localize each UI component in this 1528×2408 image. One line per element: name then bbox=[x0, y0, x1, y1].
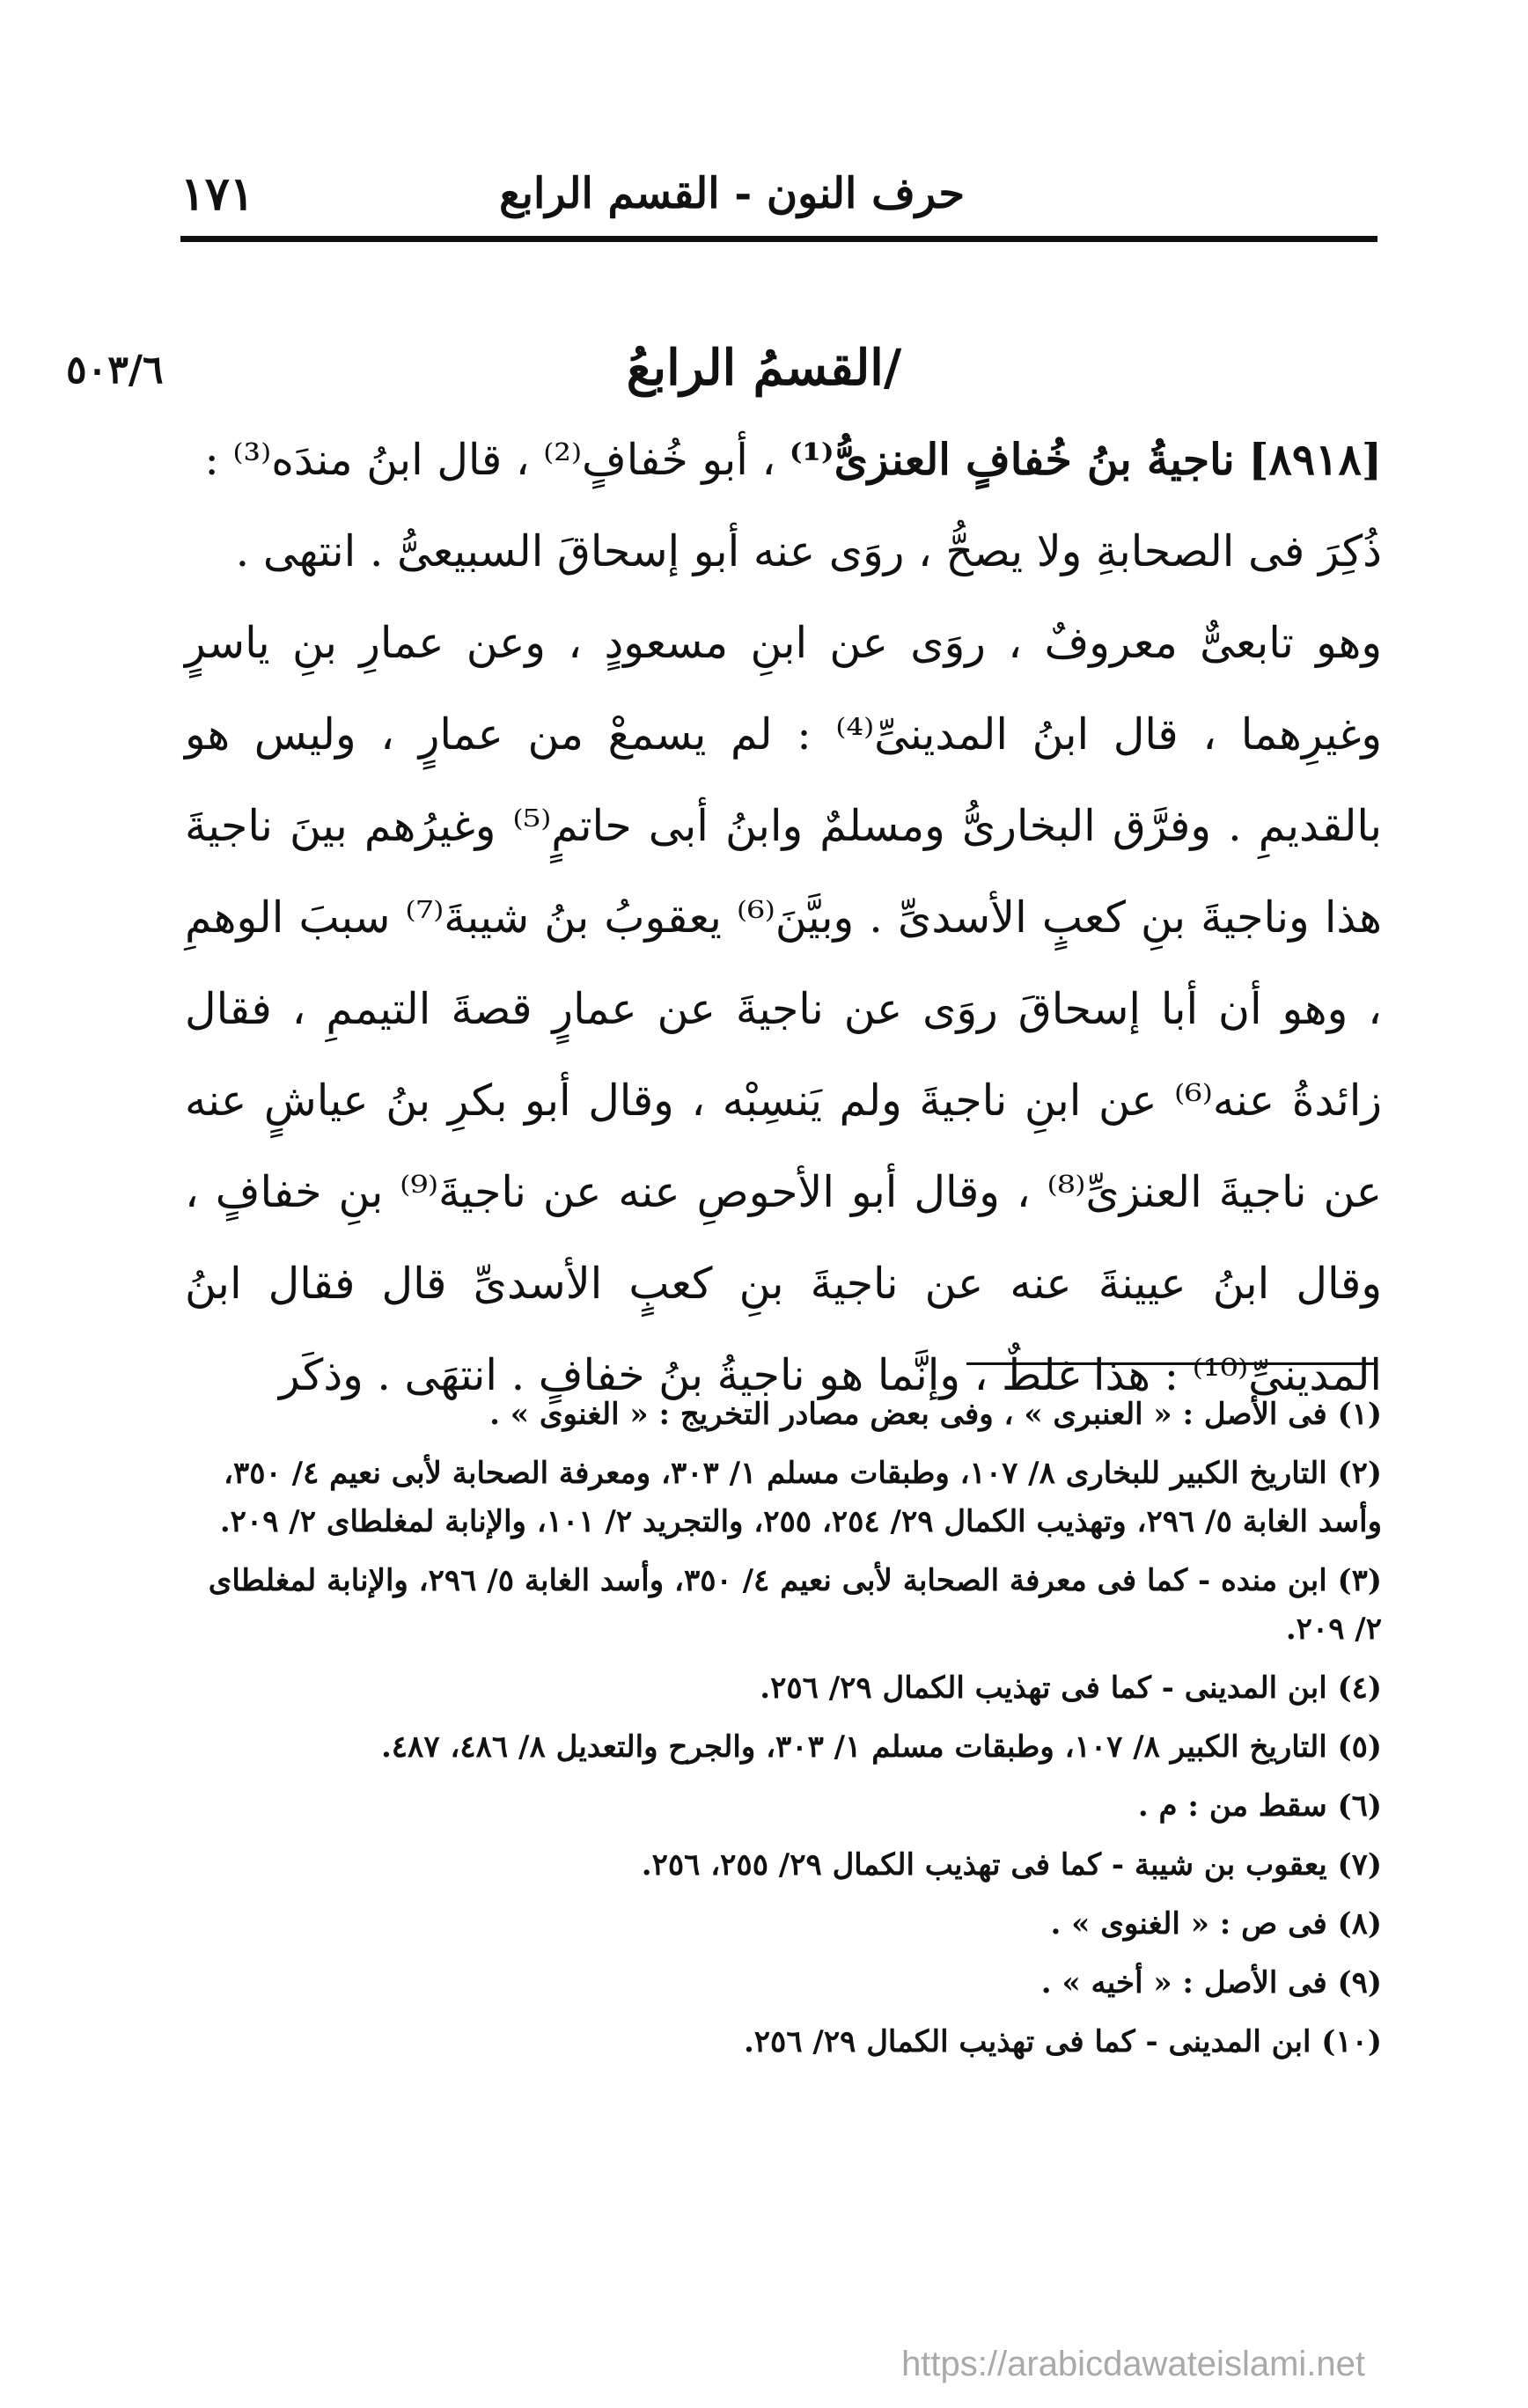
footnotes bbox=[180, 1391, 1382, 2077]
footnote: (٤) ابن المدينى - كما فى تهذيب الكمال ٢٩/ ٢٥٦. bbox=[760, 1670, 1382, 1706]
footnote: (٥) التاريخ الكبير ٨/ ١٠٧، وطبقات مسلم ١/ ٣٠٣، والجرح والتعديل ٨/ ٤٨٦، ٤٨٧. bbox=[380, 1729, 1382, 1765]
footnote: (٧) يعقوب بن شيبة - كما فى تهذيب الكمال ٢٩/ ٢٥٥، ٢٥٦. bbox=[641, 1847, 1382, 1883]
paragraph: ذُكِرَ فى الصحابةِ ولا يصحُّ ، روَى عنه أبو إسحاقَ السبيعىُّ . انتهى . bbox=[235, 526, 1382, 576]
watermark: https://arabicdawateislami.net bbox=[901, 2345, 1365, 2383]
footnote: (٢) التاريخ الكبير للبخارى ٨/ ١٠٧، وطبقات مسلم ١/ ٣٠٣، ومعرفة الصحابة لأبى نعيم ٤/ ٣٥٠، وأسد الغابة ٥/ ٢٩٦، وتهذيب الكمال ٢٩/ ٢٥٤، ٢٥٥، والتجريد ٢/ ١٠١، والإنابة لمغلطاى ٢/ ٢٠٩. bbox=[219, 1456, 1382, 1539]
footnote: (٣) ابن منده - كما فى معرفة الصحابة لأبى نعيم ٤/ ٣٥٠، وأسد الغابة ٥/ ٢٩٦، والإنابة لمغلطاى ٢/ ٢٠٩. bbox=[208, 1563, 1382, 1647]
footnote: (٨) فى ص : « الغنوى » . bbox=[1050, 1906, 1382, 1942]
page-number: ١٧١ bbox=[180, 167, 254, 221]
paragraph: وهو تابعىٌّ معروفٌ ، روَى عن ابنِ مسعودٍ ، وعن عمارِ بنِ ياسرٍ وغيرِهما ، قال ابنُ المدينىِّ⁽⁴⁾ : لم يسمعْ من عمارٍ ، وليس هو بالقديمِ . وفرَّق البخارىُّ ومسلمٌ وابنُ أبى حاتمٍ⁽⁵⁾ وغيرُهم بينَ ناجيةَ هذا وناجيةَ بنِ كعبٍ الأسدىِّ . وبيَّنَ⁽⁶⁾ يعقوبُ بنُ شيبةَ⁽⁷⁾ سببَ الوهمِ ، وهو أن أبا إسحاقَ روَى عن ناجيةَ عن عمارٍ قصةَ التيممِ ، فقال زائدةُ عنه⁽⁶⁾ عن ابنِ ناجيةَ ولم يَنسِبْه ، وقال أبو بكرِ بنُ عياشٍ عنه عن ناجيةَ العنزىِّ⁽⁸⁾ ، وقال أبو الأحوصِ عنه عن ناجيةَ⁽⁹⁾ بنِ خفافٍ ، وقال ابنُ عيينةَ عنه عن ناجيةَ بنِ كعبٍ الأسدىِّ قال فقال ابنُ المدينىِّ⁽¹⁰⁾ : هذا غلطٌ ، وإنَّما هو ناجيةُ بنُ خفافٍ . انتهَى . وذكَر bbox=[185, 618, 1382, 1400]
entry-name: ناجيةُ بنُ خُفافٍ العنزىُّ⁽¹⁾ bbox=[789, 434, 1235, 485]
margin-reference: ٥٠٣/٦ bbox=[66, 348, 164, 393]
running-header: حرف النون - القسم الرابع bbox=[499, 169, 965, 218]
entry-rest: ، أبو خُفافٍ⁽²⁾ ، قال ابنُ مندَه⁽³⁾ : bbox=[204, 435, 776, 485]
footnote: (٦) سقط من : م . bbox=[1137, 1788, 1382, 1824]
header-rule bbox=[180, 236, 1377, 242]
footnote-rule bbox=[966, 1362, 1377, 1365]
footnote: (٩) فى الأصل : « أخيه » . bbox=[1040, 1965, 1382, 2001]
footnote: (١٠) ابن المدينى - كما فى تهذيب الكمال ٢٩/ ٢٥٦. bbox=[743, 2024, 1382, 2059]
main-text bbox=[185, 414, 1382, 1421]
section-title: /القسمُ الرابعُ bbox=[626, 339, 902, 397]
entry-number: [٨٩١٨] bbox=[1248, 434, 1382, 485]
footnote: (١) فى الأصل : « العنبرى » ، وفى بعض مصادر التخريج : « الغنوى » . bbox=[489, 1397, 1382, 1432]
entry-heading bbox=[185, 414, 1382, 506]
